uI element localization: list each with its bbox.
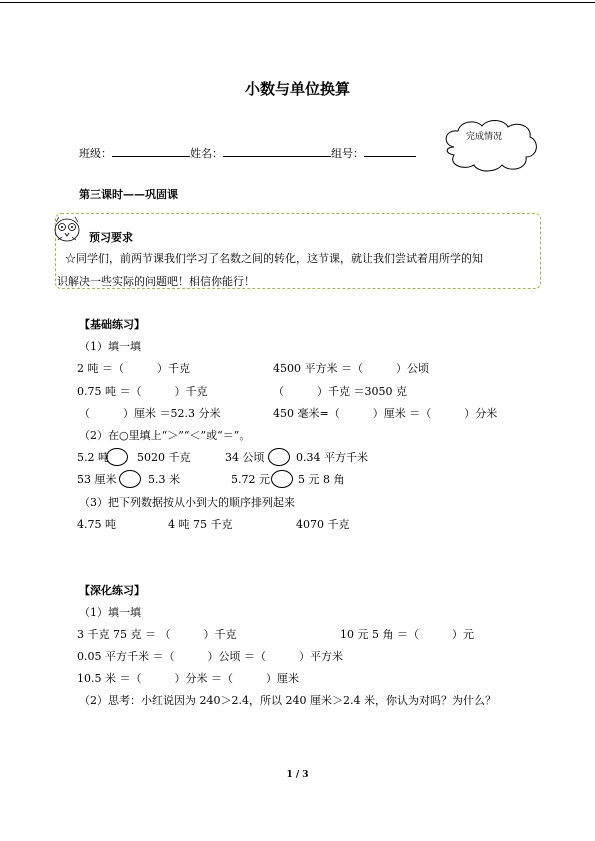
compare-2b: 5.3 米 — [148, 473, 180, 486]
deep-fill-2: 0.05 平方千米 ＝（ ）公顷 ＝（ ）平方米 — [77, 650, 343, 663]
class-label: 班级： — [79, 147, 112, 160]
deep-heading: 【深化练习】 — [79, 584, 145, 597]
basic-fill-3a: （ ）厘米 ＝52.3 分米 — [79, 407, 221, 420]
name-field[interactable] — [223, 145, 331, 157]
preview-heading: 预习要求 — [89, 231, 133, 244]
order-item-1: 4.75 吨 — [77, 518, 116, 531]
basic-fill-3b: 450 毫米=（ ）厘米 ＝（ ）分米 — [273, 407, 498, 420]
order-item-3: 4070 千克 — [296, 518, 350, 531]
basic-q1: （1）填一填 — [79, 340, 141, 353]
compare-circle-3[interactable] — [119, 470, 141, 488]
basic-fill-1b: 4500 平方米 ＝（ ）公顷 — [273, 362, 429, 375]
compare-2c: 5.72 元 — [231, 473, 270, 486]
group-label: 组号： — [331, 147, 364, 160]
page-number: 1 / 3 — [286, 770, 309, 780]
basic-fill-2a: 0.75 吨 ＝（ ）千克 — [77, 385, 208, 398]
top-rule — [0, 2, 595, 3]
basic-q3: （3）把下列数据按从小到大的顺序排列起来 — [79, 496, 295, 509]
cloud-badge — [440, 117, 542, 175]
deep-q1: （1）填一填 — [79, 606, 141, 619]
deep-q2: （2）思考：小红说因为 240＞2.4，所以 240 厘米＞2.4 米，你认为对吗？为什么？ — [79, 694, 496, 707]
compare-1c: 34 公顷 — [225, 451, 265, 464]
lesson-title: 第三课时——巩固课 — [79, 188, 178, 201]
compare-circle-2[interactable] — [268, 448, 290, 466]
completion-label: 完成情况 — [466, 132, 503, 142]
name-label: 姓名： — [190, 147, 223, 160]
compare-1a: 5.2 吨 — [77, 451, 109, 464]
owl-icon — [50, 214, 84, 244]
basic-q2: （2）在○里填上“＞”“＜”或“＝”。 — [79, 429, 251, 442]
class-field[interactable] — [112, 145, 190, 157]
page-title: 小数与单位换算 — [244, 80, 350, 98]
deep-fill-1b: 10 元 5 角 ＝（ ）元 — [340, 628, 474, 641]
deep-fill-3: 10.5 米 ＝（ ）分米 ＝（ ）厘米 — [77, 672, 299, 685]
deep-fill-1a: 3 千克 75 克 ＝ （ ）千克 — [77, 628, 237, 641]
compare-2a: 53 厘米 — [77, 473, 117, 486]
basic-fill-2b: （ ）千克 ＝3050 克 — [273, 385, 407, 398]
compare-circle-1[interactable] — [106, 448, 128, 466]
basic-heading: 【基础练习】 — [79, 318, 145, 331]
compare-1b: 5020 千克 — [137, 451, 191, 464]
compare-1d: 0.34 平方千米 — [296, 451, 368, 464]
order-item-2: 4 吨 75 千克 — [168, 518, 233, 531]
preview-text-line2: 识解决一些实际的问题吧！相信你能行！ — [57, 275, 255, 288]
basic-fill-1a: 2 吨 ＝（ ）千克 — [77, 362, 190, 375]
group-field[interactable] — [364, 145, 416, 157]
preview-text-line1: ☆同学们，前两节课我们学习了名数之间的转化，这节课，就让我们尝试着用所学的知 — [65, 252, 483, 265]
compare-2d: 5 元 8 角 — [298, 473, 345, 486]
compare-circle-4[interactable] — [271, 470, 293, 488]
student-info-line — [79, 145, 416, 161]
